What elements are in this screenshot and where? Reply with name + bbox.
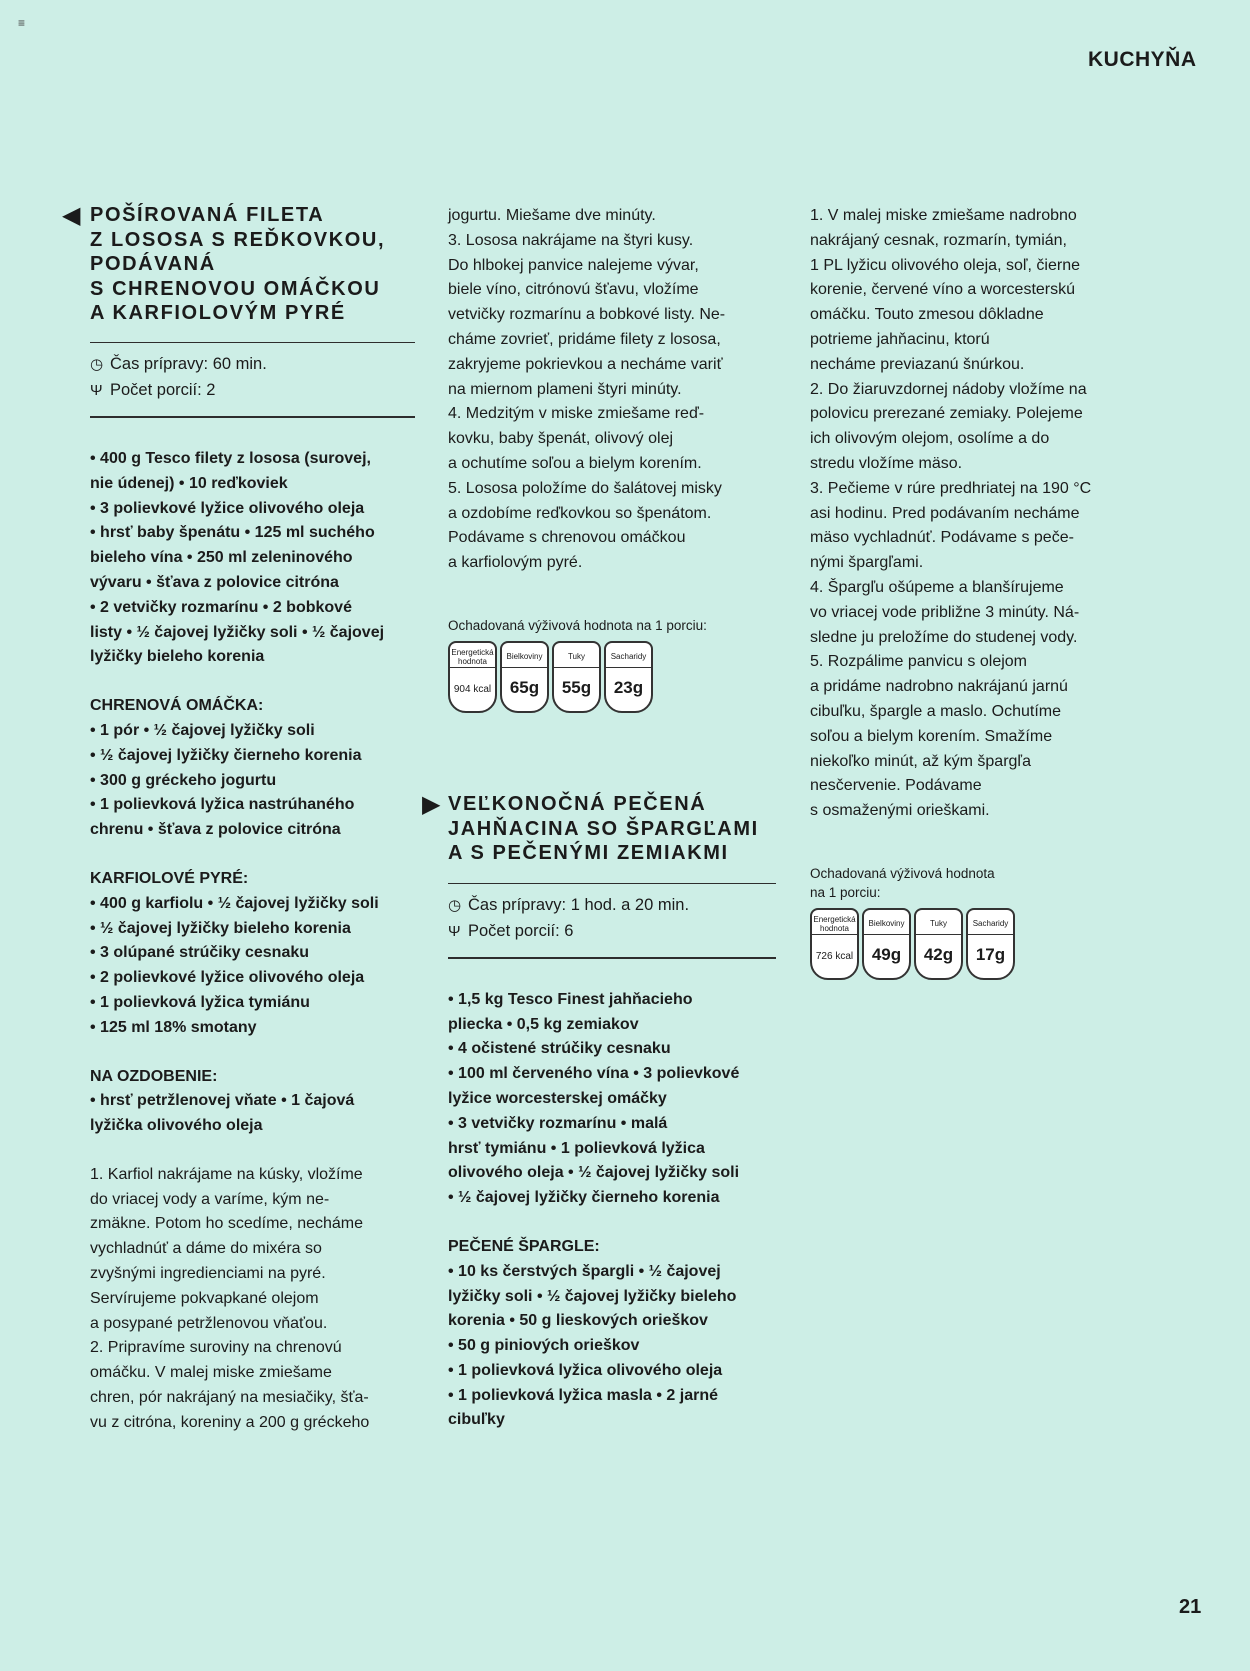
divider: [448, 957, 776, 959]
clock-icon: ◷: [448, 897, 462, 915]
puree-heading: KARFIOLOVÉ PYRÉ:: [90, 869, 249, 887]
nutrition-energy: Energetická hodnota 904 kcal: [448, 641, 497, 713]
recipe1-meta: ◷ Čas prípravy: 60 min. Ψ Počet porcií: 2: [90, 352, 420, 403]
nutrition-protein: Bielkoviny 65g: [500, 641, 549, 713]
nutrition-fat: Tuky 55g: [552, 641, 601, 713]
arrow-right-icon: ▶: [422, 790, 441, 818]
nutrition-protein: Bielkoviny 49g: [862, 908, 911, 980]
garnish-ingredients: • hrsť petržlenovej vňate • 1 čajová lyžička olivového oleja: [90, 1092, 355, 1135]
menu-icon[interactable]: ≡: [18, 16, 26, 30]
sauce-ingredients: • 1 pór • ½ čajovej lyžičky soli • ½ čajovej lyžičky čierneho korenia • 300 g gréckeho jogurtu • 1 polievková lyžica nastrúhaného chrenu • šťava z polovice citróna: [90, 721, 362, 839]
nutrition-energy: Energetická hodnota 726 kcal: [810, 908, 859, 980]
recipe1-steps-a: 1. Karfiol nakrájame na kúsky, vložíme do vriacej vody a varíme, kým ne- zmäkne. Potom ho scedíme, necháme vychladnúť a dáme do mixéra so zvyšnými ingredienciami na pyré. Servírujeme pokvapkané olejom a posypané petržlenovou vňaťou. 2. Pripravíme suroviny na chrenovú omáčku. V malej miske zmiešame chren, pór nakrájaný na mesiačiky, šťa- vu z citróna, koreniny a 200 g gréckeho: [90, 1165, 370, 1431]
garnish-heading: NA OZDOBENIE:: [90, 1067, 218, 1085]
cutlery-icon: Ψ: [90, 381, 103, 399]
nutrition-table: [810, 908, 1140, 980]
asparagus-heading: PEČENÉ ŠPARGLE:: [448, 1237, 600, 1255]
clock-icon: ◷: [90, 356, 104, 374]
recipe1-steps-b: jogurtu. Miešame dve minúty. 3. Lososa nakrájame na štyri kusy. Do hlbokej panvice nalejeme vývar, biele víno, citrónovú šťavu, vložíme vetvičky rozmarínu a bobkové listy. Ne- cháme zovrieť, pridáme filety z lososa, zakryjeme pokrievkou a necháme variť na miernom plameni štyri minúty. 4. Medzitým v miske zmiešame reď- kovku, baby špenát, olivový olej a ochutíme soľou a bielym korením. 5. Lososa položíme do šalátovej misky a ozdobíme reďkovkou so špenátom. Podávame s chrenovou omáčkou a karfiolovým pyré.: [448, 207, 726, 572]
recipe1-title: ◀ POŠÍROVANÁ FILETA Z LOSOSA S REĎKOVKOU, PODÁVANÁ S CHRENOVOU OMÁČKOU A KARFIOLOVÝM PYRÉ: [62, 202, 386, 325]
nutrition-fat: Tuky 42g: [914, 908, 963, 980]
recipe2-steps: 1. V malej miske zmiešame nadrobno nakrájaný cesnak, rozmarín, tymián, 1 PL lyžicu olivového oleja, soľ, čierne korenie, červené víno a worcesterskú omáčku. Touto zmesou dôkladne potrieme jahňacinu, ktorú necháme previazanú šnúrkou. 2. Do žiaruvzdornej nádoby vložíme na polovicu prerezané zemiaky. Polejeme ich olivovým olejom, osolíme a do stredu vložíme mäso. 3. Pečieme v rúre predhriatej na 190 °C asi hodinu. Pred podávaním necháme mäso vychladnúť. Podávame s peče- nými špargľami. 4. Špargľu ošúpeme a blanšírujeme vo vriacej vode približne 3 minúty. Ná- sledne ju preložíme do studenej vody. 5. Rozpálime panvicu s olejom a pridáme nadrobno nakrájanú jarnú cibuľku, špargle a maslo. Ochutíme soľou a bielym korením. Smažíme niekoľko minút, až kým špargľa nesčervenie. Podávame s osmaženými orieškami.: [810, 207, 1092, 820]
column-1: [62, 202, 420, 1436]
recipe2-title: ▶ VEĽKONOČNÁ PEČENÁ JAHŇACINA SO ŠPARGĽAMI A S PEČENÝMI ZEMIAKMI: [422, 790, 759, 865]
column-3: [810, 204, 1140, 980]
sauce-heading: CHRENOVÁ OMÁČKA:: [90, 697, 264, 715]
recipe2-ingredients: • 1,5 kg Tesco Finest jahňacieho pliecka • 0,5 kg zemiakov • 4 očistené strúčiky cesnaku • 100 ml červeného vína • 3 polievkové lyžice worcesterskej omáčky • 3 vetvičky rozmarínu • malá hrsť tymiánu • 1 polievková lyžica olivového oleja • ½ čajovej lyžičky soli • ½ čajovej lyžičky čierneho korenia: [448, 990, 740, 1207]
nutrition-table: [448, 641, 778, 713]
nutrition-label: Ochadovaná výživová hodnota na 1 porciu:: [810, 865, 995, 900]
column-2: [422, 204, 778, 1433]
nutrition-carbs: Sacharidy 17g: [966, 908, 1015, 980]
nutrition-label: Ochadovaná výživová hodnota na 1 porciu:: [448, 617, 707, 633]
asparagus-ingredients: • 10 ks čerstvých špargli • ½ čajovej lyžičky soli • ½ čajovej lyžičky bieleho korenia • 50 g lieskových orieškov • 50 g piniových orieškov • 1 polievková lyžica olivového oleja • 1 polievková lyžica masla • 2 jarné cibuľky: [448, 1262, 737, 1429]
divider: [90, 416, 415, 418]
nutrition-carbs: Sacharidy 23g: [604, 641, 653, 713]
puree-ingredients: • 400 g karfiolu • ½ čajovej lyžičky soli • ½ čajovej lyžičky bieleho korenia • 3 olúpané strúčiky cesnaku • 2 polievkové lyžice olivového oleja • 1 polievková lyžica tymiánu • 125 ml 18% smotany: [90, 894, 379, 1036]
recipe2-meta: ◷ Čas prípravy: 1 hod. a 20 min. Ψ Počet porcií: 6: [448, 893, 778, 944]
cutlery-icon: Ψ: [448, 922, 461, 940]
recipe1-ingredients: • 400 g Tesco filety z lososa (surovej, nie údenej) • 10 reďkoviek • 3 polievkové lyžice olivového oleja • hrsť baby špenátu • 125 ml suchého bieleho vína • 250 ml zeleninového vývaru • šťava z polovice citróna • 2 vetvičky rozmarínu • 2 bobkové listy • ½ čajovej lyžičky soli • ½ čajovej lyžičky bieleho korenia: [90, 449, 385, 666]
divider: [448, 883, 776, 885]
divider: [90, 342, 415, 344]
section-label: KUCHYŇA: [1088, 48, 1197, 71]
arrow-left-icon: ◀: [62, 202, 81, 229]
page-number: 21: [1179, 1596, 1202, 1618]
